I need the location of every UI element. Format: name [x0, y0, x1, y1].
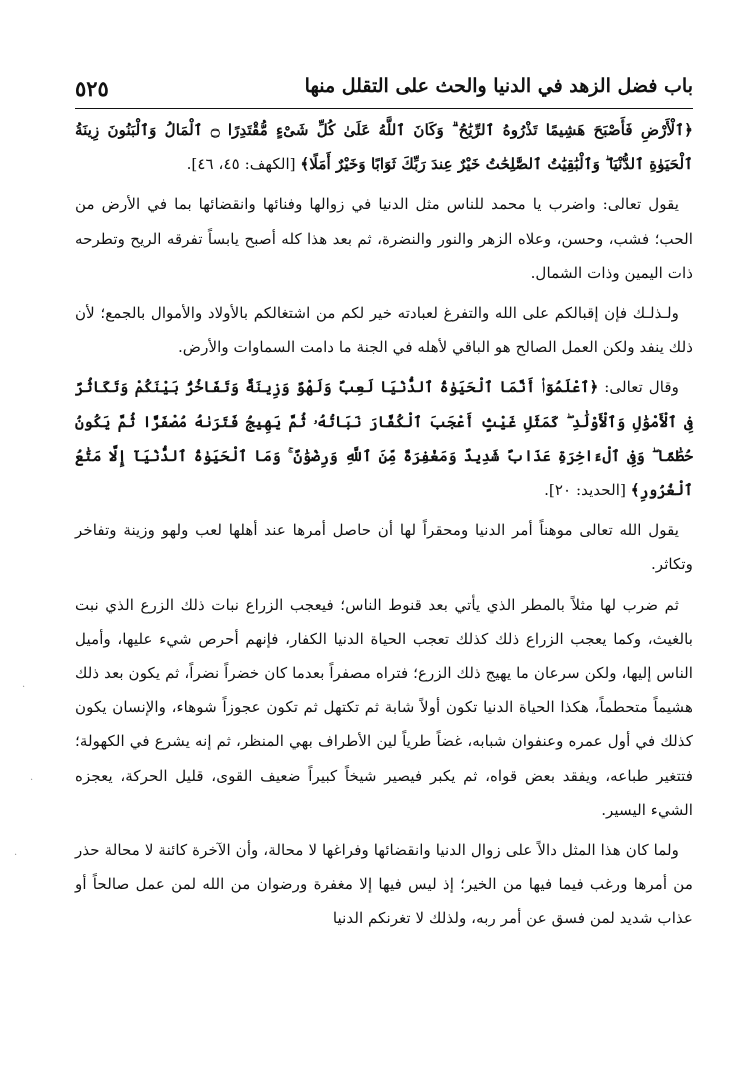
verse-intro: وقال تعالى:	[604, 378, 679, 397]
page-number: ٥٢٥	[75, 76, 109, 101]
margin-speck: ·	[22, 682, 26, 693]
verse-reference: [الكهف: ٤٥، ٤٦].	[186, 155, 296, 174]
margin-speck: ·	[30, 775, 34, 786]
quran-verse-paragraph	[75, 113, 693, 181]
chapter-title: باب فضل الزهد في الدنيا والحث على التقلل منها	[304, 75, 693, 97]
page-body	[75, 113, 693, 936]
verse-reference: [الحديد: ٢٠].	[544, 481, 626, 500]
quran-verse: ﴿ٱعْلَمُوٓا۟ أَنَّمَا ٱلْحَيَوٰةُ ٱلدُّنْيَا لَعِبٌ وَلَهْوٌ وَزِينَةٌ وَتَفَاخُرٌۢ بَيْنَكُمْ وَتَكَاثُرٌ فِى ٱلْأَمْوَٰلِ وَٱلْأَوْلَٰدِ ۖ كَمَثَلِ غَيْثٍ أَعْجَبَ ٱلْكُفَّارَ نَبَاتُهُۥ ثُمَّ يَهِيجُ فَتَرَىٰهُ مُصْفَرًّا ثُمَّ يَكُونُ حُطَٰمًا ۖ وَفِى ٱلْءَاخِرَةِ عَذَابٌ شَدِيدٌ وَمَغْفِرَةٌ مِّنَ ٱللَّهِ وَرِضْوَٰنٌ ۚ وَمَا ٱلْحَيَوٰةُ ٱلدُّنْيَآ إِلَّا مَتَٰعُ ٱلْغُرُورِ﴾	[75, 378, 693, 500]
body-paragraph: ولـذلـك فإن إقبالكم على الله والتفرغ لعبادته خير لكم من اشتغالكم بالأولاد والأموال بالجمع؛ لأن ذلك ينفد ولكن العمل الصالح هو الباقي لأهله في الجنة ما دامت السماوات والأرض.	[75, 304, 693, 357]
body-paragraph: يقول الله تعالى موهناً أمر الدنيا ومحقراً لها أن حاصل أمرها عند أهلها لعب ولهو وزينة وتفاخر وتكاثر.	[75, 521, 693, 574]
body-paragraph: يقول تعالى: واضرب يا محمد للناس مثل الدنيا في زوالها وفنائها وانقضائها بما في الأرض من الحب؛ فشب، وحسن، وعلاه الزهر والنور والنضرة، ثم بعد هذا كله أصبح يابساً تفرقه الريح وتطرحه ذات اليمين وذات الشمال.	[75, 195, 693, 282]
quran-verse-paragraph	[75, 370, 693, 507]
margin-speck: ·	[14, 850, 18, 861]
body-paragraph: ثم ضرب لها مثلاً بالمطر الذي يأتي بعد قنوط الناس؛ فيعجب الزراع نبات ذلك الزرع الذي نبت بالغيث، وكما يعجب الزراع ذلك كذلك تعجب الحياة الدنيا الكفار، فإنهم أحرص شيء عليها، وأميل الناس إليها، ولكن سرعان ما يهيج ذلك الزرع؛ فتراه مصفراً بعدما كان خضراً نضراً، ثم يكون بعد ذلك هشيماً متحطماً، هكذا الحياة الدنيا تكون أولاً شابة ثم تكتهل ثم تكون عجوزاً شوهاء، والإنسان يكون كذلك في أول عمره وعنفوان شبابه، غضاً طرياً لين الأطراف بهي المنظر، ثم إنه يشرع في الكهولة؛ فتتغير طباعه، ويفقد بعض قواه، ثم يكبر فيصير شيخاً كبيراً ضعيف القوى، قليل الحركة، يعجزه الشيء اليسير.	[75, 595, 693, 819]
page-header	[75, 70, 693, 109]
quran-verse: ﴿ٱلْأَرْضِ فَأَصْبَحَ هَشِيمًا تَذْرُوهُ ٱلرِّيَٰحُ ۗ وَكَانَ ٱللَّهُ عَلَىٰ كُلِّ شَىْءٍ مُّقْتَدِرًا ۝ ٱلْمَالُ وَٱلْبَنُونَ زِينَةُ ٱلْحَيَوٰةِ ٱلدُّنْيَا ۖ وَٱلْبَٰقِيَٰتُ ٱلصَّٰلِحَٰتُ خَيْرٌ عِندَ رَبِّكَ ثَوَابًا وَخَيْرٌ أَمَلًا﴾	[75, 121, 693, 174]
body-paragraph: ولما كان هذا المثل دالاً على زوال الدنيا وانقضائها وفراغها لا محالة، وأن الآخرة كائنة لا محالة حذر من أمرها ورغب فيما فيها من الخير؛ إذ ليس فيها إلا مغفرة ورضوان من الله لمن عمل صالحاً أو عذاب شديد لمن فسق عن أمر ربه، ولذلك لا تغرنكم الدنيا	[75, 841, 693, 928]
